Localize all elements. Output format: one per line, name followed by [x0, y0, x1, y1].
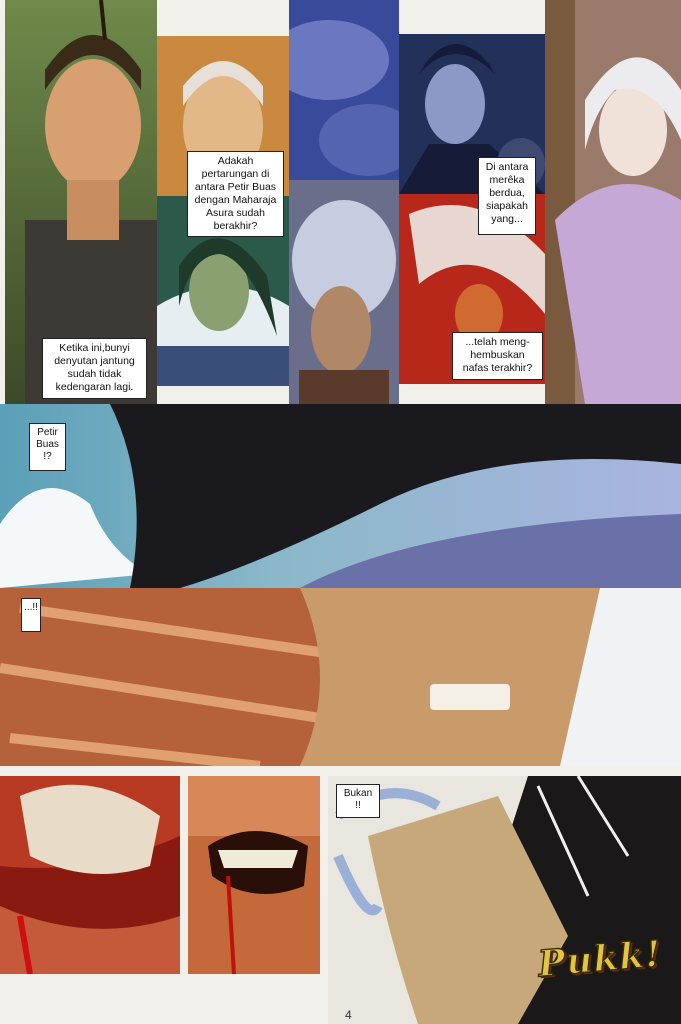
caption-among-them: Di antara merêka berdua, siapakah yang...	[478, 157, 536, 235]
panel-teeth-blood-right	[188, 776, 320, 974]
caption-heartbeat: Ketika ini,bunyi denyutan jantung sudah tidak kedengaran lagi.	[42, 338, 147, 399]
speech-petir-buas: Petir Buas !?	[29, 423, 66, 471]
panel-grimace-closeup	[0, 588, 681, 766]
panel-blue-clouds	[289, 0, 399, 190]
panel-white-hair-lavender	[545, 0, 681, 404]
caption-battle-question: Adakah pertarungan di antara Petir Buas dengan Maharaja Asura sudah berakhir?	[187, 151, 284, 237]
caption-last-breath: ...telah meng-hembuskan nafas terakhir?	[452, 332, 543, 380]
speech-exclaim: ...!!	[21, 598, 41, 632]
panel-silver-hair-figure	[289, 180, 399, 404]
sound-effect-pukk: Pukk!	[536, 932, 664, 986]
panel-teeth-blood-left	[0, 776, 180, 974]
speech-bukan: Bukan !!	[336, 784, 380, 818]
panel-sea-splash	[0, 404, 681, 588]
panel-chained-hand	[328, 776, 681, 1024]
page-number: 4	[345, 1008, 352, 1022]
